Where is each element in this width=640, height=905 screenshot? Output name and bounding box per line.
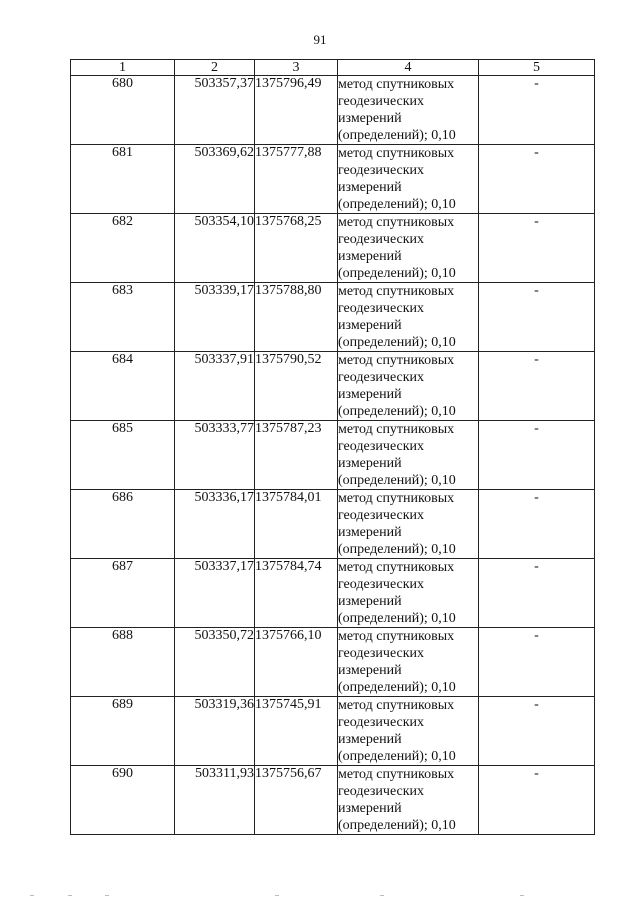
method-line-1: метод спутниковых [338, 491, 455, 506]
method-line-4: (определений); 0,10 [338, 749, 456, 764]
table-row [71, 697, 595, 766]
method-line-1: метод спутниковых [338, 422, 455, 437]
table-row [71, 214, 595, 283]
method-cell [338, 766, 479, 835]
method-line-4: (определений); 0,10 [338, 542, 456, 557]
column-header-3: 3 [255, 60, 338, 76]
point-number: 680 [71, 76, 175, 145]
method-line-3: измерений [338, 111, 402, 126]
method-line-1: метод спутниковых [338, 353, 455, 368]
table-row [71, 283, 595, 352]
method-line-3: измерений [338, 180, 402, 195]
column-5-value: - [479, 283, 595, 352]
coordinate-y: 1375756,67 [255, 766, 338, 835]
table-row [71, 628, 595, 697]
header-row [71, 60, 595, 76]
coordinate-y: 1375766,10 [255, 628, 338, 697]
column-5-value: - [479, 214, 595, 283]
coordinate-y: 1375784,01 [255, 490, 338, 559]
point-number: 689 [71, 697, 175, 766]
method-cell [338, 697, 479, 766]
method-line-1: метод спутниковых [338, 284, 455, 299]
coordinate-x: 503336,17 [175, 490, 255, 559]
method-line-2: геодезических [338, 784, 425, 799]
coordinate-x: 503354,10 [175, 214, 255, 283]
method-line-3: измерений [338, 732, 402, 747]
method-line-3: измерений [338, 387, 402, 402]
column-5-value: - [479, 76, 595, 145]
method-cell [338, 145, 479, 214]
method-line-2: геодезических [338, 646, 425, 661]
method-line-4: (определений); 0,10 [338, 404, 456, 419]
column-5-value: - [479, 697, 595, 766]
coordinate-y: 1375745,91 [255, 697, 338, 766]
column-header-1: 1 [71, 60, 175, 76]
column-header-4: 4 [338, 60, 479, 76]
method-line-3: измерений [338, 249, 402, 264]
method-line-2: геодезических [338, 715, 425, 730]
column-5-value: - [479, 766, 595, 835]
column-header-2: 2 [175, 60, 255, 76]
method-line-4: (определений); 0,10 [338, 611, 456, 626]
scan-noise [20, 895, 620, 901]
coordinates-table [70, 59, 595, 835]
method-cell [338, 490, 479, 559]
method-line-2: геодезических [338, 163, 425, 178]
method-line-2: геодезических [338, 508, 425, 523]
method-line-3: измерений [338, 663, 402, 678]
table-row [71, 766, 595, 835]
point-number: 683 [71, 283, 175, 352]
method-line-3: измерений [338, 594, 402, 609]
point-number: 687 [71, 559, 175, 628]
method-cell [338, 283, 479, 352]
method-line-1: метод спутниковых [338, 146, 455, 161]
point-number: 685 [71, 421, 175, 490]
method-line-4: (определений); 0,10 [338, 335, 456, 350]
method-line-1: метод спутниковых [338, 767, 455, 782]
coordinate-y: 1375790,52 [255, 352, 338, 421]
table-row [71, 145, 595, 214]
method-line-4: (определений); 0,10 [338, 818, 456, 833]
method-cell [338, 628, 479, 697]
column-5-value: - [479, 559, 595, 628]
coordinate-x: 503319,36 [175, 697, 255, 766]
point-number: 681 [71, 145, 175, 214]
coordinate-y: 1375788,80 [255, 283, 338, 352]
point-number: 686 [71, 490, 175, 559]
method-line-3: измерений [338, 456, 402, 471]
coordinate-x: 503337,91 [175, 352, 255, 421]
page-number: 91 [313, 32, 327, 47]
method-line-2: геодезических [338, 439, 425, 454]
method-cell [338, 214, 479, 283]
method-line-2: геодезических [338, 232, 425, 247]
table-row [71, 76, 595, 145]
method-line-4: (определений); 0,10 [338, 473, 456, 488]
method-line-1: метод спутниковых [338, 77, 455, 92]
column-5-value: - [479, 145, 595, 214]
method-line-1: метод спутниковых [338, 560, 455, 575]
point-number: 684 [71, 352, 175, 421]
table-row [71, 352, 595, 421]
point-number: 690 [71, 766, 175, 835]
coordinate-x: 503311,93 [175, 766, 255, 835]
table-body [71, 76, 595, 835]
method-cell [338, 352, 479, 421]
method-line-1: метод спутниковых [338, 698, 455, 713]
column-5-value: - [479, 421, 595, 490]
method-line-4: (определений); 0,10 [338, 128, 456, 143]
method-line-1: метод спутниковых [338, 629, 455, 644]
coordinate-x: 503339,17 [175, 283, 255, 352]
method-cell [338, 76, 479, 145]
coordinate-x: 503333,77 [175, 421, 255, 490]
coordinate-x: 503357,37 [175, 76, 255, 145]
method-line-4: (определений); 0,10 [338, 266, 456, 281]
table-row [71, 559, 595, 628]
method-line-3: измерений [338, 525, 402, 540]
point-number: 688 [71, 628, 175, 697]
method-line-4: (определений); 0,10 [338, 680, 456, 695]
table-row [71, 490, 595, 559]
coordinate-y: 1375796,49 [255, 76, 338, 145]
coordinate-x: 503337,17 [175, 559, 255, 628]
column-header-5: 5 [479, 60, 595, 76]
point-number: 682 [71, 214, 175, 283]
table-header [71, 60, 595, 76]
coordinate-y: 1375777,88 [255, 145, 338, 214]
coordinate-x: 503369,62 [175, 145, 255, 214]
column-5-value: - [479, 628, 595, 697]
column-5-value: - [479, 490, 595, 559]
table-row [71, 421, 595, 490]
method-cell [338, 559, 479, 628]
method-line-1: метод спутниковых [338, 215, 455, 230]
coordinate-x: 503350,72 [175, 628, 255, 697]
method-line-3: измерений [338, 318, 402, 333]
method-line-3: измерений [338, 801, 402, 816]
method-cell [338, 421, 479, 490]
method-line-2: геодезических [338, 370, 425, 385]
method-line-2: геодезических [338, 577, 425, 592]
coordinate-y: 1375784,74 [255, 559, 338, 628]
method-line-4: (определений); 0,10 [338, 197, 456, 212]
method-line-2: геодезических [338, 301, 425, 316]
coordinate-y: 1375787,23 [255, 421, 338, 490]
column-5-value: - [479, 352, 595, 421]
method-line-2: геодезических [338, 94, 425, 109]
coordinate-y: 1375768,25 [255, 214, 338, 283]
